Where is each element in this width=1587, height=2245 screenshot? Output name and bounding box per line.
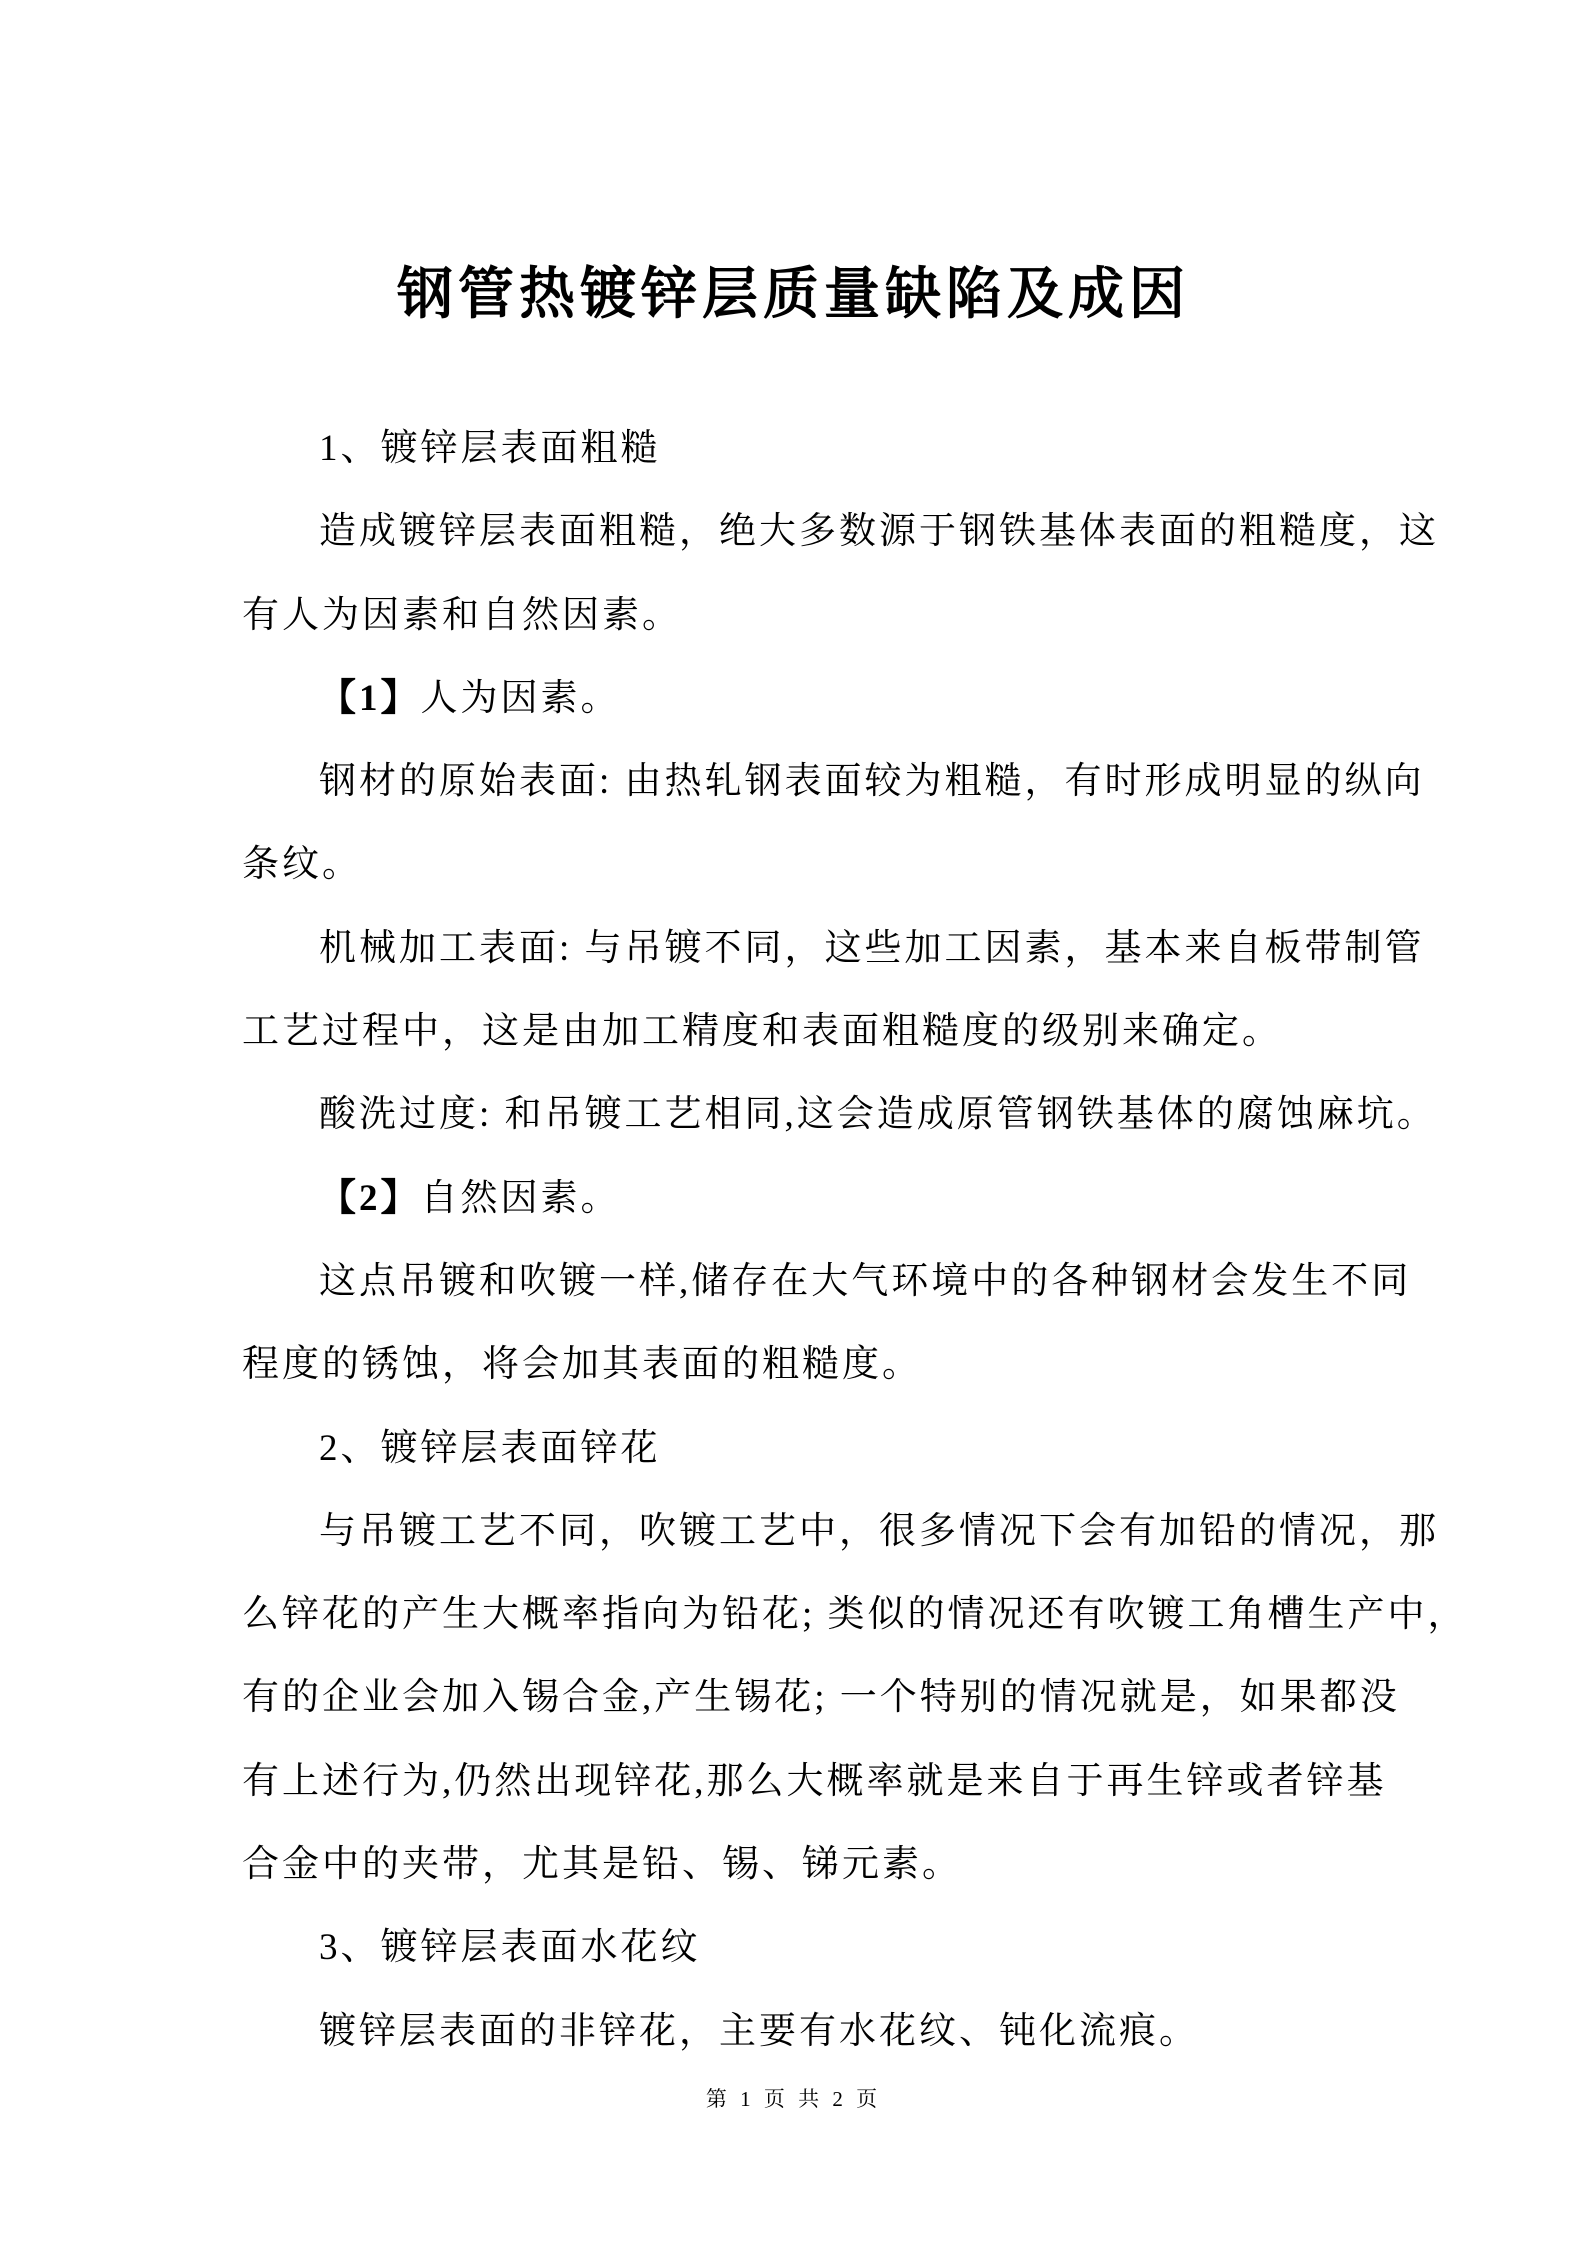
text-line: 造成镀锌层表面粗糙，绝大多数源于钢铁基体表面的粗糙度，这	[319, 511, 1439, 553]
text-line: 机械加工表面: 与吊镀不同，这些加工因素，基本来自板带制管	[319, 927, 1425, 969]
text-line: 【1】人为因素。	[319, 677, 621, 719]
document-body	[242, 407, 1468, 2073]
text-line: 【2】自然因素。	[319, 1177, 621, 1219]
text-line: 么锌花的产生大概率指向为铅花; 类似的情况还有吹镀工角槽生产中，	[242, 1594, 1468, 1636]
text-line: 程度的锈蚀，将会加其表面的粗糙度。	[242, 1344, 922, 1386]
text-line: 与吊镀工艺不同，吹镀工艺中，很多情况下会有加铅的情况，那	[319, 1510, 1439, 1552]
document-title: 钢管热镀锌层质量缺陷及成因	[397, 264, 1190, 326]
text-line: 这点吊镀和吹镀一样,储存在大气环境中的各种钢材会发生不同	[319, 1260, 1412, 1302]
text-line: 条纹。	[242, 844, 362, 886]
text-line: 2、镀锌层表面锌花	[319, 1427, 661, 1469]
text-line: 3、镀锌层表面水花纹	[319, 1927, 701, 1969]
text-line: 有的企业会加入锡合金,产生锡花; 一个特别的情况就是，如果都没	[242, 1677, 1400, 1719]
bracket-number-prefix: 【1】	[319, 677, 421, 719]
text-line: 钢材的原始表面: 由热轧钢表面较为粗糙，有时形成明显的纵向	[319, 761, 1425, 803]
text-line: 1、镀锌层表面粗糙	[319, 428, 661, 469]
text-line: 有上述行为,仍然出现锌花,那么大概率就是来自于再生锌或者锌基	[242, 1760, 1387, 1802]
page-number-footer: 第 1 页 共 2 页	[705, 2087, 882, 2111]
text-line: 有人为因素和自然因素。	[242, 594, 682, 636]
text-line: 镀锌层表面的非锌花，主要有水花纹、钝化流痕。	[319, 2010, 1199, 2052]
text-line: 酸洗过度: 和吊镀工艺相同,这会造成原管钢铁基体的腐蚀麻坑。	[319, 1094, 1437, 1136]
text-line: 工艺过程中，这是由加工精度和表面粗糙度的级别来确定。	[242, 1011, 1282, 1053]
text-line: 合金中的夹带，尤其是铅、锡、锑元素。	[242, 1844, 962, 1886]
bracket-number-prefix: 【2】	[319, 1177, 421, 1219]
